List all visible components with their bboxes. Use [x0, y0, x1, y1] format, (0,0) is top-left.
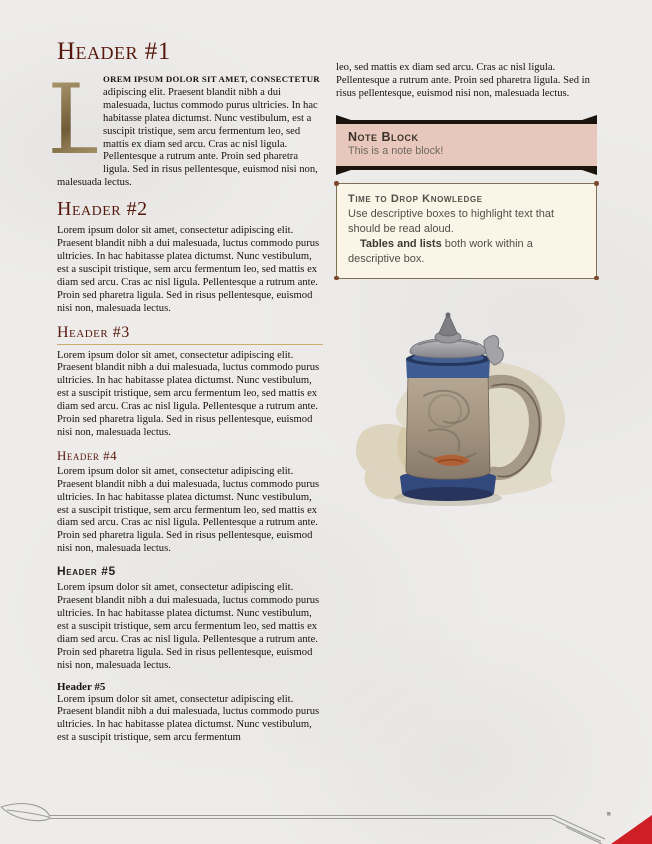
- body-paragraph: Lorem ipsum dolor sit amet, consectetur adipiscing elit. Praesent blandit nibh a dui malesuada, luctus commodo purus ultricies. In hac habitasse platea dictumst. Nunc vestibulum, est a suscipit tristique, sem arcu fermentum leo, sed mattis ex diam sed arcu. Cras ac nisl ligula. Pellentesque a rutrum ante. Proin sed pharetra ligula. Sed in risus pellentesque, euismod nisi non, malesuada lectus.: [57, 582, 320, 671]
- note-bottom-border: [336, 166, 597, 175]
- corner-dot: [334, 276, 339, 281]
- corner-dot: [594, 276, 599, 281]
- body-paragraph: Lorem ipsum dolor sit amet, consectetur adipiscing elit. Praesent blandit nibh a dui malesuada, luctus commodo purus ultricies. In hac habitasse platea dictumst. Nunc vestibulum, est a suscipit tristique, sem arcu fermentum leo, sed mattis ex diam sed arcu. Cras ac nisl ligula. Pellentesque a rutrum ante. Proin sed pharetra ligula. Sed in risus pellentesque, euismod nisi non, malesuada lectus.: [57, 225, 320, 314]
- paragraph-text: adipiscing elit. Praesent blandit nibh a dui malesuada, luctus commodo purus ultricies. In hac habitasse platea dictumst. Nunc vestibulum, est a suscipit tristique, sem arcu fermentum leo, sed mattis ex diam sed arcu. Cras ac nisl ligula. Pellentesque a rutrum ante. Proin sed pharetra ligula. Sed in risus pellentesque, euismod nisi non, malesuada lectus.: [57, 86, 318, 189]
- right-column: [336, 62, 597, 516]
- note-top-border: [336, 115, 597, 124]
- continuation-paragraph: leo, sed mattis ex diam sed arcu. Cras ac nisl ligula. Pellentesque a rutrum ante. Proin sed pharetra ligula. Sed in risus pellentesque, euismod nisi non, malesuada lectus.: [336, 62, 590, 99]
- descriptive-box-text: Use descriptive boxes to highlight text that should be read aloud.: [348, 207, 555, 235]
- header-1-heading: Header #1: [57, 38, 171, 65]
- drop-cap-paragraph: [47, 64, 323, 190]
- corner-dot: [594, 181, 599, 186]
- descriptive-box-text-2: [348, 237, 585, 267]
- lead-small-caps-text: OREM IPSUM DOLOR SIT AMET, CONSECTETUR: [103, 74, 320, 84]
- header-5-bold-heading: Header #5: [57, 680, 106, 693]
- footer-dot: [607, 812, 611, 816]
- header-3-heading: Header #3: [57, 324, 323, 345]
- red-corner-triangle: [611, 815, 652, 844]
- page-footer-ornament: [0, 800, 652, 844]
- inline-text: both work within a descriptive box.: [348, 237, 533, 265]
- header-2-heading: Header #2: [57, 198, 148, 221]
- beer-stein-image: [348, 311, 583, 511]
- header-5-heading: Header #5: [57, 564, 116, 579]
- body-paragraph: Lorem ipsum dolor sit amet, consectetur adipiscing elit. Praesent blandit nibh a dui malesuada, luctus commodo purus ultricies. In hac habitasse platea dictumst. Nunc vestibulum, est a suscipit tristique, sem arcu fermentum leo, sed mattis ex diam sed arcu. Cras ac nisl ligula. Pellentesque a rutrum ante. Proin sed pharetra ligula. Sed in risus pellentesque, euismod nisi non, malesuada lectus.: [57, 465, 320, 555]
- body-paragraph: Lorem ipsum dolor sit amet, consectetur adipiscing elit. Praesent blandit nibh a dui malesuada, luctus commodo purus ultricies. In hac habitasse platea dictumst. Nunc vestibulum, est a suscipit tristique, sem arcu fermentum leo, sed mattis ex diam sed arcu. Cras ac nisl ligula. Pellentesque a rutrum ante. Proin sed pharetra ligula. Sed in risus pellentesque, euismod nisi non, malesuada lectus.: [57, 349, 320, 438]
- left-column: [47, 38, 323, 753]
- header-4-heading: Header #4: [57, 447, 118, 463]
- note-block: [336, 115, 597, 175]
- corner-dot: [334, 181, 339, 186]
- drop-cap-letter: L: [47, 64, 111, 176]
- stein-image-container: [348, 311, 597, 516]
- descriptive-box: [336, 183, 597, 279]
- note-block-text: This is a note block!: [348, 144, 444, 157]
- truncated-paragraph: Lorem ipsum dolor sit amet, consectetur adipiscing elit. Praesent blandit nibh a dui malesuada, luctus commodo purus ultricies. In hac habitasse platea dictumst. Nunc vestibulum, est a suscipit tristique, sem arcu fermentum: [57, 693, 320, 744]
- note-block-body: [336, 124, 597, 166]
- note-block-title: Note Block: [348, 129, 419, 144]
- bold-inline-text: Tables and lists: [360, 237, 442, 250]
- descriptive-box-title: Time to Drop Knowledge: [348, 192, 483, 205]
